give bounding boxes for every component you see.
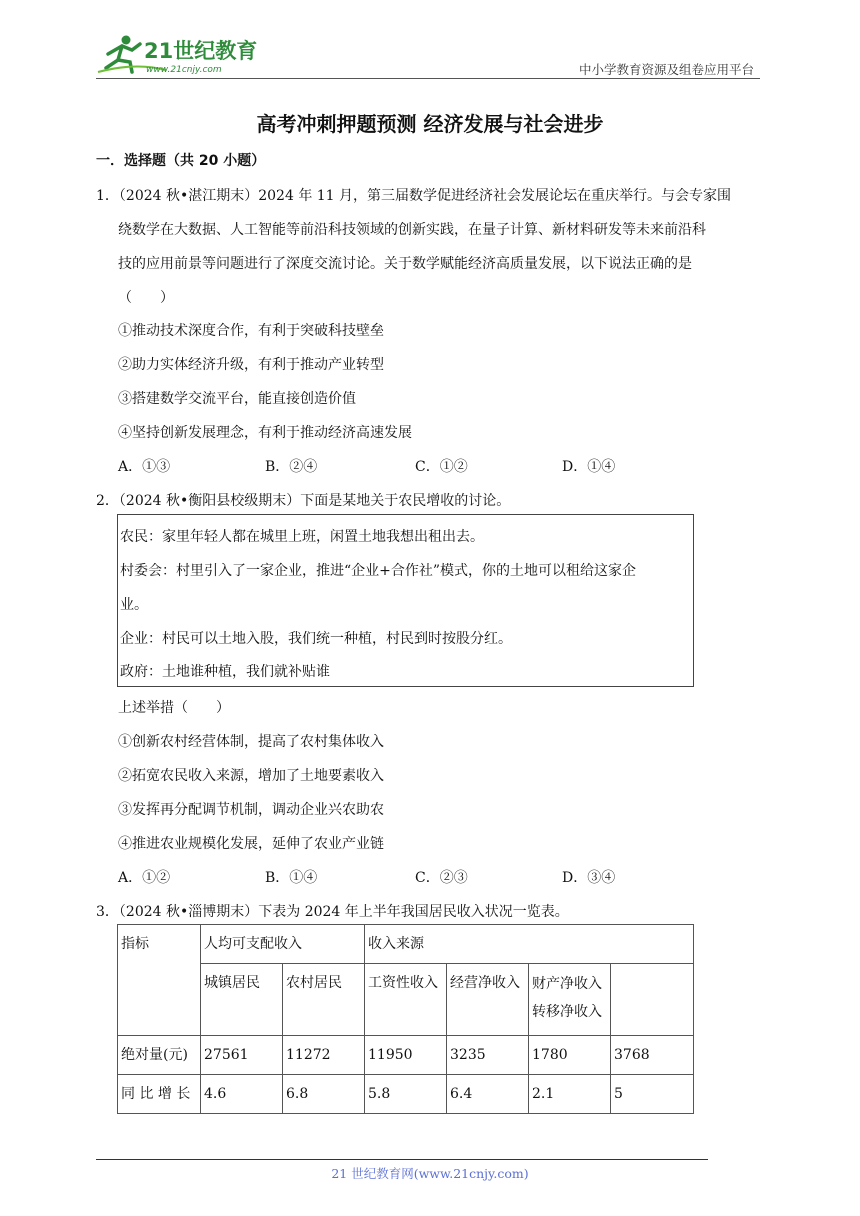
table-subheader-row — [118, 964, 694, 1036]
table-row — [118, 1036, 694, 1075]
runner-logo-icon — [96, 32, 266, 76]
option-a[interactable]: A．①② — [118, 870, 171, 886]
table-subheader-cell: 城镇居民 — [201, 964, 283, 1036]
table-subheader-cell — [529, 964, 611, 1036]
question-1-line: 1．（2024 秋•湛江期末）2024 年 11 月，第三届数学促进经济社会发展论坛在重庆举行。与会专家围 — [96, 188, 732, 204]
table-row-label: 同 比 增 长 — [118, 1075, 201, 1114]
table-cell: 5.8 — [365, 1075, 447, 1114]
table-cell: 11950 — [365, 1036, 447, 1075]
footer-divider — [96, 1159, 708, 1160]
question-3-stem: 3．（2024 秋•淄博期末）下表为 2024 年上半年我国居民收入状况一览表。 — [96, 904, 569, 920]
section-heading: 一．选择题（共 20 小题） — [96, 153, 266, 169]
table-subheader-cell: 经营净收入 — [447, 964, 529, 1036]
table-cell: 3768 — [611, 1036, 694, 1075]
option-b[interactable]: B．②④ — [265, 459, 318, 475]
table-row — [118, 1075, 694, 1114]
table-header-row — [118, 925, 694, 964]
table-cell: 6.8 — [283, 1075, 365, 1114]
question-1-line: 绕数学在大数据、人工智能等前沿科技领域的创新实践，在量子计算、新材料研发等未来前沿科 — [118, 222, 706, 238]
dialog-line: 政府：土地谁种植，我们就补贴谁 — [120, 664, 330, 680]
question-2-stem: 2．（2024 秋•衡阳县校级期末）下面是某地关于农民增收的讨论。 — [96, 493, 511, 509]
table-cell: 1780 — [529, 1036, 611, 1075]
table-row-label: 绝对量(元) — [118, 1036, 201, 1075]
table-cell: 3235 — [447, 1036, 529, 1075]
table-cell: 5 — [611, 1075, 694, 1114]
statement-2: ②拓宽农民收入来源，增加了土地要素收入 — [118, 768, 384, 784]
question-2-prompt: 上述举措（ ） — [118, 700, 230, 716]
statement-4: ④坚持创新发展理念，有利于推动经济高速发展 — [118, 425, 412, 441]
table-subheader-cell — [611, 964, 694, 1036]
table-header-cell: 人均可支配收入 — [201, 925, 365, 964]
header-divider — [96, 78, 760, 79]
page-header — [96, 30, 760, 78]
question-1-line: 技的应用前景等问题进行了深度交流讨论。关于数学赋能经济高质量发展，以下说法正确的是 — [118, 256, 692, 272]
dialog-line: 村委会：村里引入了一家企业，推进“企业+合作社”模式，你的土地可以租给这家企 — [120, 563, 637, 579]
svg-text:www.21cnjy.com: www.21cnjy.com — [146, 65, 222, 75]
income-table — [117, 924, 694, 1114]
table-cell: 27561 — [201, 1036, 283, 1075]
statement-3: ③发挥再分配调节机制，调动企业兴农助农 — [118, 802, 384, 818]
question-1-blank: （ ） — [118, 290, 174, 306]
option-d[interactable]: D．①④ — [562, 459, 616, 475]
option-a[interactable]: A．①③ — [118, 459, 171, 475]
document-title: 高考冲刺押题预测 经济发展与社会进步 — [256, 112, 604, 136]
dialog-line: 企业：村民可以土地入股，我们统一种植，村民到时按股分红。 — [120, 631, 512, 647]
dialog-line: 业。 — [120, 597, 148, 613]
svg-text:21世纪教育: 21世纪教育 — [144, 39, 258, 63]
statement-1: ①创新农村经营体制，提高了农村集体收入 — [118, 734, 384, 750]
subheader-line: 财产净收入 — [532, 976, 602, 992]
option-b[interactable]: B．①④ — [265, 870, 318, 886]
statement-1: ①推动技术深度合作，有利于突破科技壁垒 — [118, 323, 384, 339]
table-cell: 6.4 — [447, 1075, 529, 1114]
table-subheader-cell: 工资性收入 — [365, 964, 447, 1036]
table-cell: 11272 — [283, 1036, 365, 1075]
table-header-cell: 收入来源 — [365, 925, 694, 964]
footer-link[interactable]: 21 世纪教育网(www.21cnjy.com) — [331, 1166, 529, 1181]
table-subheader-cell: 农村居民 — [283, 964, 365, 1036]
table-cell: 2.1 — [529, 1075, 611, 1114]
table-header-cell: 指标 — [118, 925, 201, 1036]
platform-name: 中小学教育资源及组卷应用平台 — [578, 62, 754, 77]
statement-2: ②助力实体经济升级，有利于推动产业转型 — [118, 357, 384, 373]
site-logo — [96, 32, 266, 76]
subheader-line: 转移净收入 — [532, 1004, 602, 1020]
table-cell: 4.6 — [201, 1075, 283, 1114]
statement-3: ③搭建数学交流平台，能直接创造价值 — [118, 391, 356, 407]
option-d[interactable]: D．③④ — [562, 870, 616, 886]
option-c[interactable]: C．②③ — [415, 870, 468, 886]
statement-4: ④推进农业规模化发展，延伸了农业产业链 — [118, 836, 384, 852]
dialog-line: 农民：家里年轻人都在城里上班，闲置土地我想出租出去。 — [120, 529, 484, 545]
option-c[interactable]: C．①② — [415, 459, 468, 475]
